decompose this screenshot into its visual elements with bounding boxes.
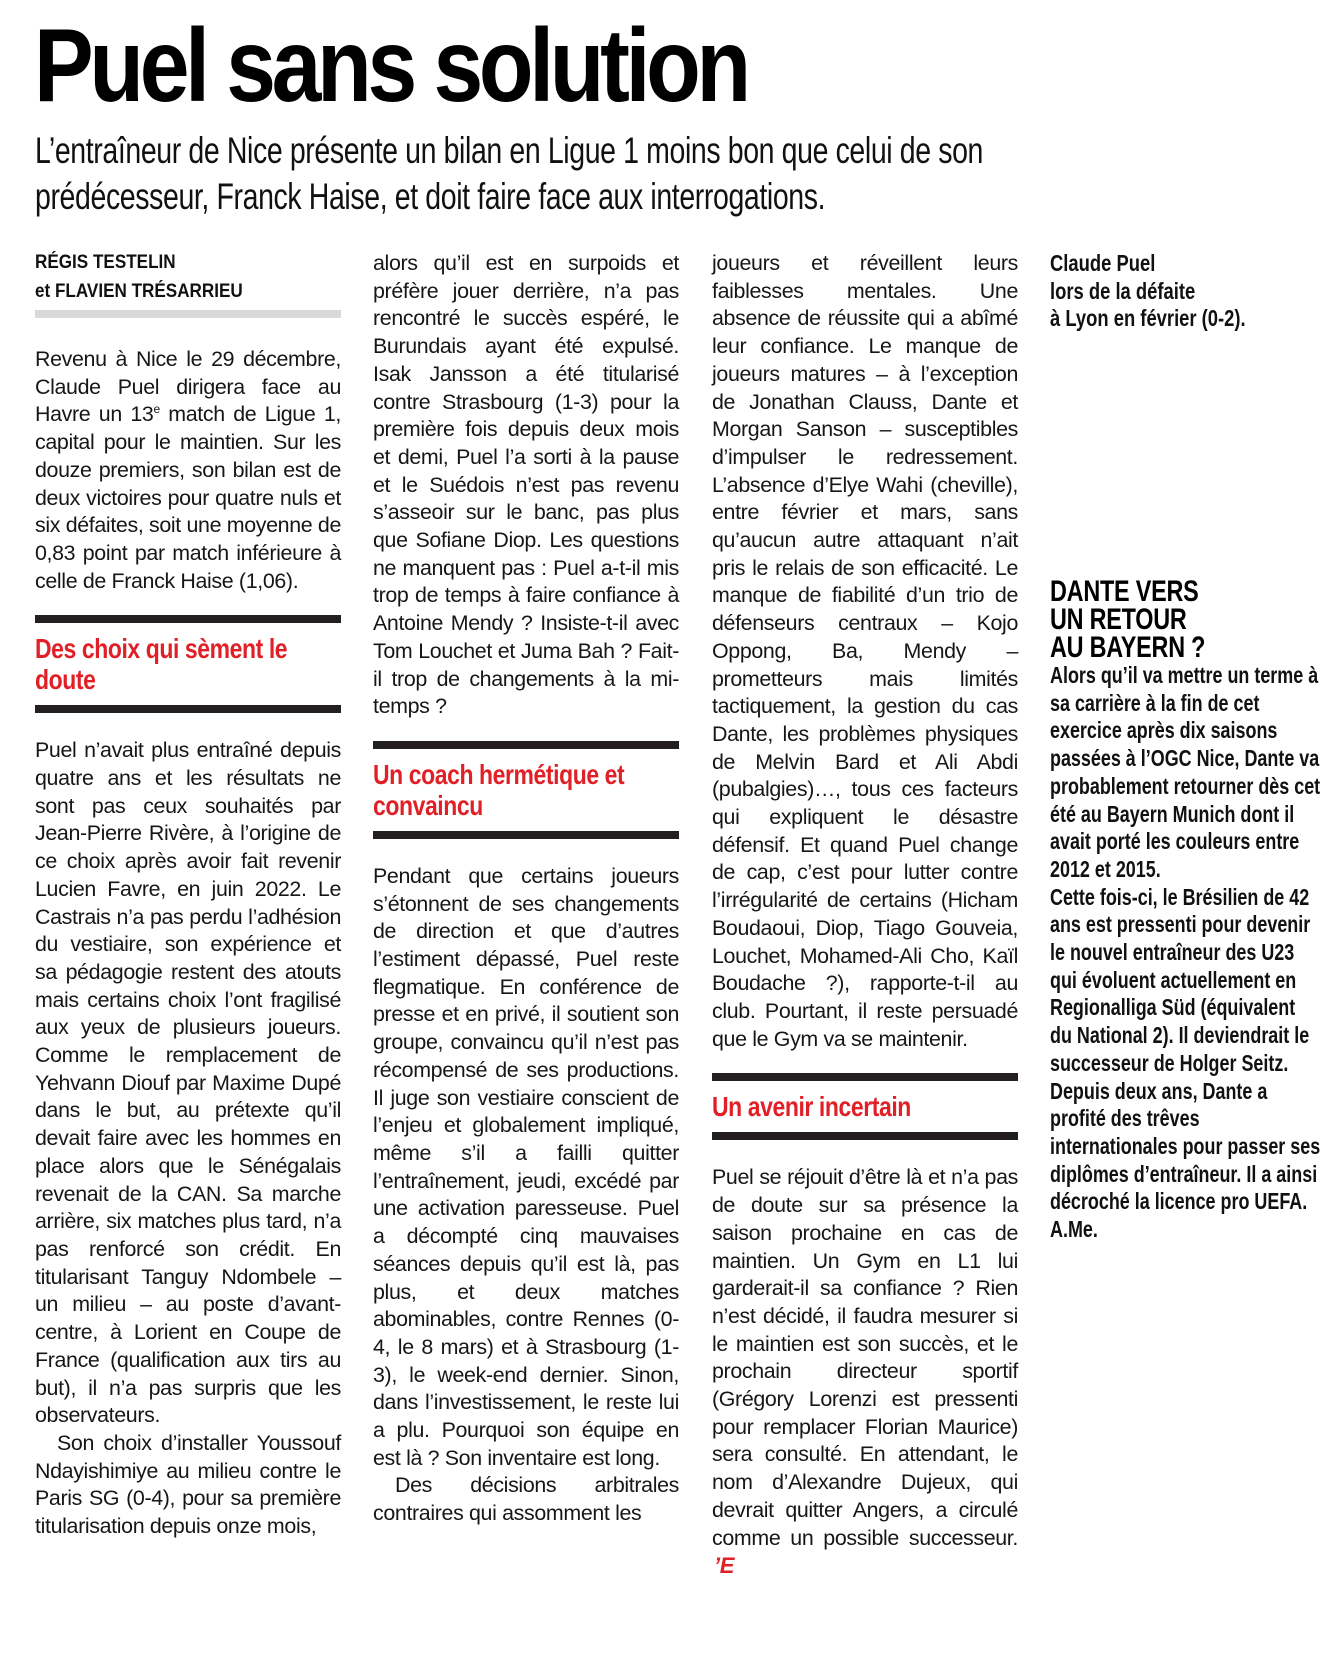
section-title: Un coach hermétique et convaincu (373, 758, 625, 821)
section-1-paragraph-2-cont: alors qu’il est en surpoids et préfère jouer derrière, n’a pas rencontré le succès espéré, le Burundais ayant été expulsé. Isak Jansson a été titularisé contre Strasbourg (1-3) pour la première fois depuis deux mois et demi, Puel l’a sorti à la pause et le Suédois n’est pas revenu s’asseoir sur le banc, pas plus que Sofiane Diop. Les questions ne manquent pas : Puel a-t-il mis trop de temps à faire confiance à Antoine Mendy ? Insiste-t-il avec Tom Louchet et Juma Bah ? Fait-il trop de changements à la mi-temps ? (373, 251, 679, 719)
intro-text-part-1: Revenu à Nice le 29 décembre, Claude Puel dirigera face au Havre un 13 (35, 347, 341, 427)
paragraph-text: Son choix d’installer Youssouf Ndayishimiye au milieu contre le Paris SG (0-4), pour sa première titularisation depuis onze mois, (35, 1430, 341, 1539)
section-3-paragraph-1 (712, 1164, 1018, 1581)
sidebar-paragraph-2 (1050, 884, 1321, 1244)
paragraph-text: Puel se réjouit d’être là et n’a pas de doute sur sa présence la saison prochaine en cas de maintien. Un Gym en L1 lui garderait-il sa confiance ? Rien n’est décidé, il faudra mesurer si le maintien est son succès, et le prochain directeur sportif (Grégory Lorenzi est pressenti pour remplacer Florian Maurice) sera consulté. En attendant, le nom d’Alexandre Dujeux, qui devrait quitter Angers, a circulé comme un possible successeur. (712, 1165, 1018, 1550)
caption-line: lors de la défaite (1050, 277, 1196, 304)
column-3 (712, 250, 1018, 1581)
section-rule-top (712, 1073, 1018, 1081)
sidebar-title-line: AU BAYERN ? (1050, 631, 1206, 664)
column-1 (35, 250, 341, 1541)
paragraph-text: Des décisions arbitrales contraires qui assomment les (373, 1473, 679, 1526)
section-1-paragraph-1: Puel n’avait plus entraîné depuis quatre ans et les résultats ne sont pas ceux souhaités par Jean-Pierre Rivère, à l’origine de ce choix après avoir fait revenir Lucien Favre, en juin 2022. Le Castrais n’a pas perdu l’adhésion du vestiaire, son expérience et sa pédagogie restent des atouts mais certains choix l’ont fragilisé aux yeux de plusieurs joueurs. Comme le remplacement de Yehvann Diouf par Maxime Dupé dans le but, au prétexte qu’il devait faire avec les hommes en place alors que le Sénégalais revenait de la CAN. Sa marche arrière, six matches plus tard, n’a pas renforcé son crédit. En titularisant Tanguy Ndombele – un milieu – au poste d’avant-centre, à Lorient en Coupe de France (qualification aux tirs au but), il n’a pas surpris que les observateurs. (35, 738, 341, 1428)
section-2-paragraph-2-start (373, 1472, 679, 1527)
section-title: Un avenir incertain (712, 1091, 911, 1123)
section-2-paragraph-2-cont: joueurs et réveillent leurs faiblesses mentales. Une absence de réussite qui a abîmé leur confiance. Le manque de joueurs matures – à l’exception de Jonathan Clauss, Dante et Morgan Sanson – susceptibles d’impulser le redressement. L’absence d’Elye Wahi (cheville), entre février et mars, sans qu’aucun autre attaquant n’ait pris le relais de son efficacité. Le manque de fiabilité d’un trio de défenseurs centraux – Kojo Oppong, Ba, Mendy – prometteurs mais limités tactiquement, la gestion du cas Dante, les problèmes physiques de Melvin Bard et Ali Abdi (pubalgies)…, tous ces facteurs qui expliquent le désastre défensif. Et quand Puel change de cap, c’est pour lutter contre l’irrégularité de certains (Hicham Boudaoui, Diop, Tiago Gouveia, Louchet, Mohamed-Ali Cho, Kaïl Boudache ?), rapporte-t-il au club. Pourtant, il reste persuadé que le Gym va se maintenir. (712, 251, 1018, 1051)
ordinal-superscript: e (153, 402, 160, 417)
sidebar-title-line: DANTE VERS (1050, 575, 1199, 608)
section-header-3 (712, 1073, 1018, 1140)
section-rule-bottom (35, 705, 341, 713)
section-rule-bottom (712, 1132, 1018, 1140)
section-1-paragraph-2-start (35, 1430, 341, 1541)
section-title: Des choix qui sèment le doute (35, 633, 288, 696)
photo-caption (1050, 250, 1320, 333)
section-2-paragraph-1: Pendant que certains joueurs s’étonnent de ses changements de direction et que d’autres l’estiment dépassé, Puel reste flegmatique. En conférence de presse et en privé, il soutient son groupe, convaincu qu’il n’est pas récompensé de ses productions. Il juge son vestiaire conscient de l’enjeu et globalement impliqué, même s’il a failli quitter l’entraînement, jeudi, excédé par une activation paresseuse. Puel a décompté cinq mauvaises séances depuis qu’il est là, pas plus, et deux matches abominables, contre Rennes (0-4, le 8 mars) et à Strasbourg (1-3), le week-end dernier. Sinon, dans l’investissement, le reste lui a plu. Pourquoi son équipe en est là ? Son inventaire est long. (373, 863, 679, 1470)
standfirst: L’entraîneur de Nice présente un bilan en Ligue 1 moins bon que celui de son prédécesseur, Franck Haise, et doit faire face aux interrogations. (35, 130, 984, 217)
intro-text-part-2: match de Ligue 1, capital pour le maintien. Sur les douze premiers, son bilan est de deux victoires pour quatre nuls et six défaites, soit une moyenne de 0,83 point par match inférieure à celle de Franck Haise (1,06). (35, 402, 341, 593)
section-header-2 (373, 741, 679, 839)
byline-divider (35, 310, 341, 318)
sidebar-box (1050, 575, 1321, 1244)
lequipe-end-mark-icon: ’E (714, 1553, 735, 1579)
paragraph-text: Cette fois-ci, le Brésilien de 42 ans est pressenti pour devenir le nouvel entraîneur des U23 qui évoluent actuellement en Regionalliga Süd (équivalent du National 2). Il deviendrait le successeur de Holger Seitz. Depuis deux ans, Dante a profité des trêves internationales pour passer ses diplômes d’entraîneur. Il a ainsi décroché la licence pro UEFA. (1050, 883, 1321, 1215)
byline (35, 250, 341, 308)
section-rule-top (35, 615, 341, 623)
author-signature: A.Me. (1050, 1216, 1098, 1243)
byline-author-2: et FLAVIEN TRÉSARRIEU (35, 281, 243, 302)
column-2 (373, 250, 679, 1528)
section-header-1 (35, 615, 341, 713)
sidebar-paragraph-1: Alors qu’il va mettre un terme à sa carrière à la fin de cet exercice après dix saisons passées à l’OGC Nice, Dante va probablement retourner dès cet été au Bayern Munich dont il avait porté les couleurs entre 2012 et 2015. (1050, 662, 1321, 882)
caption-line: à Lyon en février (0-2). (1050, 305, 1246, 331)
section-rule-bottom (373, 831, 679, 839)
caption-line: Claude Puel (1050, 250, 1156, 276)
section-rule-top (373, 741, 679, 749)
intro-paragraph (35, 346, 341, 595)
sidebar-title-line: UN RETOUR (1050, 603, 1187, 636)
byline-author-1: RÉGIS TESTELIN (35, 252, 176, 273)
headline: Puel sans solution (34, 8, 747, 124)
